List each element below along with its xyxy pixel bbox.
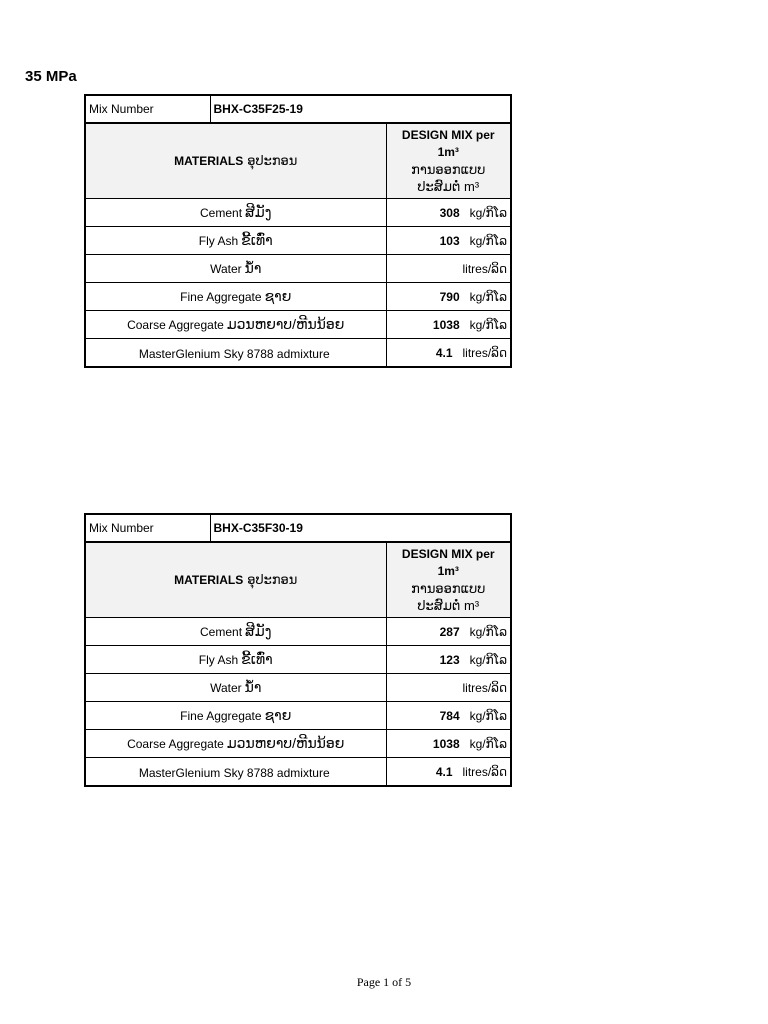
material-name-en: Water — [210, 681, 242, 695]
table-row — [85, 255, 511, 283]
materials-header-en: MATERIALS — [174, 154, 244, 168]
material-name — [85, 674, 386, 702]
material-qty — [386, 311, 511, 339]
mix-number-value: BHX-C35F30-19 — [210, 514, 511, 542]
mix-table-2 — [84, 513, 512, 787]
material-name — [85, 730, 386, 758]
material-name-lao: ຊາຍ — [264, 288, 292, 304]
table-row — [85, 646, 511, 674]
qty-value: 790 — [439, 289, 460, 304]
table-row — [85, 311, 511, 339]
material-name — [85, 339, 386, 368]
material-qty — [386, 702, 511, 730]
material-name-en: MasterGlenium Sky 8788 admixture — [138, 346, 330, 361]
materials-header — [85, 123, 386, 199]
material-qty — [386, 646, 511, 674]
material-name-lao: ນໍ້າ — [244, 679, 262, 695]
table-row — [85, 339, 511, 368]
material-qty — [386, 199, 511, 227]
table-row — [85, 702, 511, 730]
qty-value: 287 — [439, 624, 460, 639]
material-name-lao: ຂີ້ເທົ່າ — [241, 651, 273, 667]
mix-number-label: Mix Number — [85, 514, 210, 542]
material-name-lao: ຂີ້ເທົ່າ — [241, 232, 273, 248]
material-qty — [386, 730, 511, 758]
qty-unit: litres/ລິດ — [462, 345, 507, 360]
qty-value: 4.1 — [435, 764, 453, 779]
material-name-lao: ມວນຫຍາບ/ຫີນນ້ອຍ — [226, 316, 345, 332]
material-name — [85, 199, 386, 227]
material-name-en: MasterGlenium Sky 8788 admixture — [138, 765, 330, 780]
material-name-en: Water — [210, 262, 242, 276]
table-row — [85, 730, 511, 758]
materials-header — [85, 542, 386, 618]
qty-value: 103 — [439, 233, 460, 248]
design-header-line1: DESIGN MIX per — [401, 547, 495, 561]
table-row — [85, 199, 511, 227]
material-name-lao: ສີມັງ — [245, 204, 272, 220]
qty-unit: litres/ລິດ — [462, 764, 507, 779]
design-header-line2: 1m³ — [437, 564, 459, 578]
material-qty — [386, 339, 511, 368]
header-row — [85, 542, 511, 618]
mix-number-label: Mix Number — [85, 95, 210, 123]
design-mix-header — [386, 542, 511, 618]
table-row — [85, 283, 511, 311]
table-row — [85, 618, 511, 646]
material-qty — [386, 758, 511, 787]
design-header-lao1: ການອອກແບບ — [411, 581, 486, 596]
qty-value: 1038 — [432, 317, 460, 332]
material-name-en: Coarse Aggregate — [127, 737, 224, 751]
qty-unit: kg/ກິໂລ — [469, 205, 507, 220]
design-header-lao2: ປະສົມຕໍ່ m³ — [417, 179, 480, 194]
material-name — [85, 311, 386, 339]
table-row — [85, 227, 511, 255]
page-title: 35 MPa — [25, 68, 77, 85]
material-name-lao: ນໍ້າ — [244, 260, 262, 276]
material-name-en: Fine Aggregate — [180, 709, 262, 723]
qty-value: 308 — [439, 205, 460, 220]
table-row — [85, 758, 511, 787]
material-name-lao: ຊາຍ — [264, 707, 292, 723]
material-name-en: Coarse Aggregate — [127, 318, 224, 332]
material-name — [85, 702, 386, 730]
material-name — [85, 618, 386, 646]
table-row — [85, 674, 511, 702]
qty-unit: kg/ກິໂລ — [469, 652, 507, 667]
material-name — [85, 255, 386, 283]
design-mix-header — [386, 123, 511, 199]
material-name-en: Fine Aggregate — [180, 290, 262, 304]
qty-value: 1038 — [432, 736, 460, 751]
qty-unit: kg/ກິໂລ — [469, 708, 507, 723]
qty-unit: kg/ກິໂລ — [469, 289, 507, 304]
mix-number-value: BHX-C35F25-19 — [210, 95, 511, 123]
material-qty — [386, 227, 511, 255]
design-header-lao2: ປະສົມຕໍ່ m³ — [417, 598, 480, 613]
materials-header-lao: ອຸປະກອນ — [247, 572, 298, 587]
page-footer: Page 1 of 5 — [356, 975, 412, 989]
qty-value: 123 — [439, 652, 460, 667]
design-header-line1: DESIGN MIX per — [401, 128, 495, 142]
material-qty — [386, 283, 511, 311]
qty-unit: kg/ກິໂລ — [469, 624, 507, 639]
materials-header-en: MATERIALS — [174, 573, 244, 587]
material-name-lao: ສີມັງ — [245, 623, 272, 639]
material-name — [85, 283, 386, 311]
design-header-line2: 1m³ — [437, 145, 459, 159]
material-name-en: Cement — [200, 206, 243, 220]
material-name-lao: ມວນຫຍາບ/ຫີນນ້ອຍ — [226, 735, 345, 751]
qty-unit: litres/ລິດ — [462, 680, 507, 695]
qty-unit: kg/ກິໂລ — [469, 736, 507, 751]
qty-value: 784 — [439, 708, 460, 723]
design-header-lao1: ການອອກແບບ — [411, 162, 486, 177]
material-name — [85, 758, 386, 787]
mix-number-row — [85, 95, 511, 123]
material-name — [85, 227, 386, 255]
material-name-en: Cement — [200, 625, 243, 639]
qty-value: 4.1 — [435, 345, 453, 360]
header-row — [85, 123, 511, 199]
material-name — [85, 646, 386, 674]
qty-unit: litres/ລິດ — [462, 261, 507, 276]
material-qty — [386, 255, 511, 283]
materials-header-lao: ອຸປະກອນ — [247, 153, 298, 168]
qty-unit: kg/ກິໂລ — [469, 317, 507, 332]
material-qty — [386, 674, 511, 702]
mix-table-1 — [84, 94, 512, 368]
qty-unit: kg/ກິໂລ — [469, 233, 507, 248]
material-name-en: Fly Ash — [198, 653, 239, 667]
mix-number-row — [85, 514, 511, 542]
material-qty — [386, 618, 511, 646]
material-name-en: Fly Ash — [198, 234, 239, 248]
